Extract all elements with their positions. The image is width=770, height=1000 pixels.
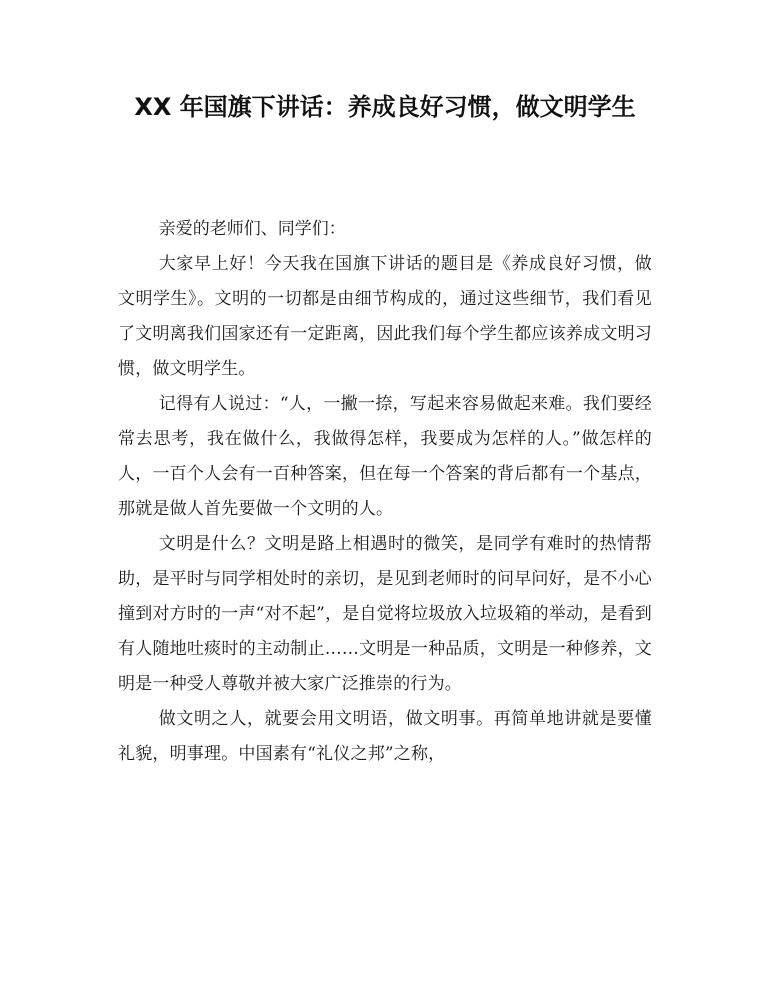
salutation: 亲爱的老师们、同学们： — [158, 219, 346, 239]
document-title: XX 年国旗下讲话：养成良好习惯，做文明学生 — [134, 93, 636, 121]
paragraph-2: 记得有人说过：“人，一撇一捺，写起来容易做起来难。我们要经常去思考，我在做什么，我做得怎样，我要成为怎样的人。”做怎样的人，一百个人会有一百种答案，但在每一个答案的背后都有一个基点，那就是做人首先要做一个文明的人。 — [118, 394, 652, 519]
document-body — [118, 212, 652, 772]
paragraph-3: 文明是什么？文明是路上相遇时的微笑，是同学有难时的热情帮助，是平时与同学相处时的亲切，是见到老师时的问早问好，是不小心撞到对方时的一声“对不起”，是自觉将垃圾放入垃圾箱的举动，是看到有人随地吐痰时的主动制止……文明是一种品质，文明是一种修养，文明是一种受人尊敬并被大家广泛推崇的行为。 — [118, 534, 652, 694]
paragraph-1: 大家早上好！今天我在国旗下讲话的题目是《养成良好习惯，做文明学生》。文明的一切都是由细节构成的，通过这些细节，我们看见了文明离我们国家还有一定距离，因此我们每个学生都应该养成文明习惯，做文明学生。 — [118, 254, 652, 379]
paragraph-4: 做文明之人，就要会用文明语，做文明事。再简单地讲就是要懂礼貌，明事理。中国素有“礼仪之邦”之称， — [118, 709, 652, 764]
